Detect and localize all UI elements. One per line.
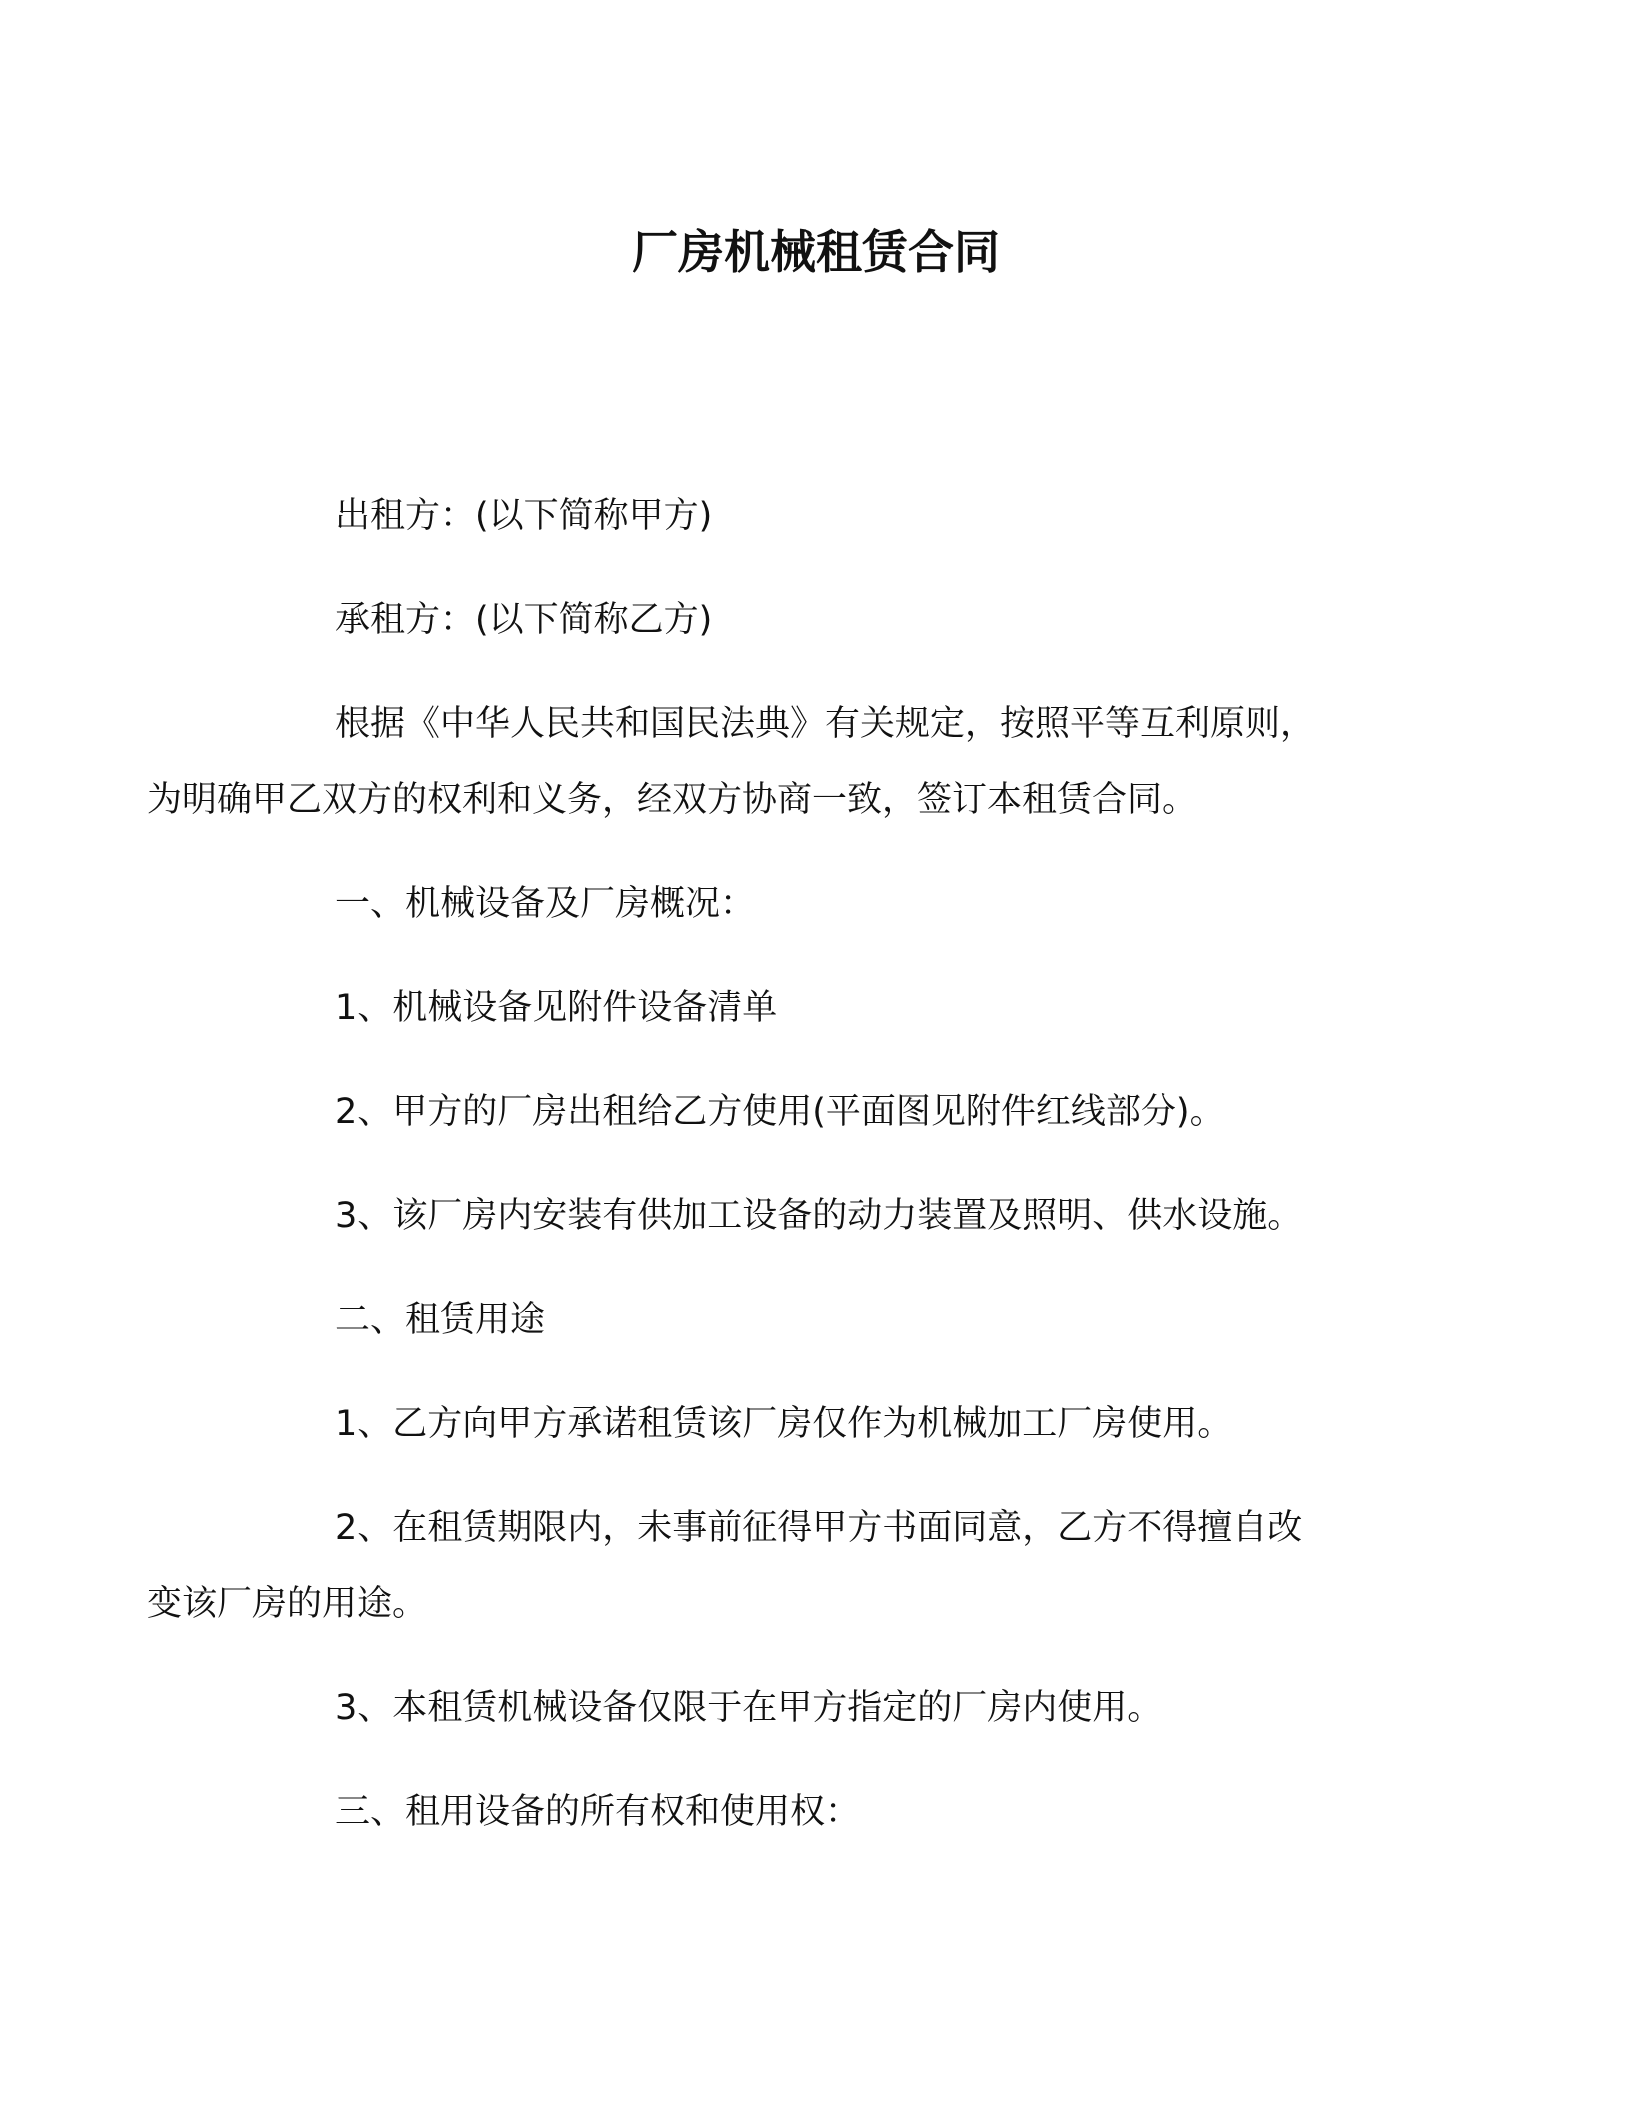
section-heading-2	[241, 1294, 1391, 1346]
clause-1-1	[241, 982, 1391, 1034]
preamble-line-2: 为明确甲乙双方的权利和义务，经双方协商一致，签订本租赁合同。	[147, 780, 1198, 820]
document-title: 厂房机械租赁合同	[632, 225, 1000, 279]
preamble-paragraph	[147, 698, 1391, 826]
lessee-line	[241, 594, 1391, 646]
lessor-line	[241, 490, 1391, 542]
section-heading-3	[241, 1786, 1391, 1838]
section-heading-1-text: 一、机械设备及厂房概况：	[335, 884, 756, 924]
section-heading-2-text: 二、租赁用途	[335, 1300, 546, 1340]
clause-1-2-text: 2、甲方的厂房出租给乙方使用(平面图见附件红线部分)。	[335, 1092, 1225, 1132]
section-heading-1	[241, 878, 1391, 930]
clause-1-3	[241, 1190, 1391, 1242]
lessee-text: 承租方：(以下简称乙方)	[335, 600, 713, 640]
clause-2-2	[147, 1502, 1391, 1630]
clause-1-1-text: 1、机械设备见附件设备清单	[335, 988, 778, 1028]
preamble-line-1: 根据《中华人民共和国民法典》有关规定，按照平等互利原则，	[335, 704, 1316, 744]
clause-2-2-line-2: 变该厂房的用途。	[147, 1584, 428, 1624]
section-heading-3-text: 三、租用设备的所有权和使用权：	[335, 1792, 861, 1832]
clause-2-3-text: 3、本租赁机械设备仅限于在甲方指定的厂房内使用。	[335, 1688, 1163, 1728]
clause-2-1	[241, 1398, 1391, 1450]
clause-2-1-text: 1、乙方向甲方承诺租赁该厂房仅作为机械加工厂房使用。	[335, 1404, 1233, 1444]
clause-2-3	[241, 1682, 1391, 1734]
lessor-text: 出租方：(以下简称甲方)	[335, 496, 713, 536]
clause-1-2	[241, 1086, 1391, 1138]
clause-1-3-text: 3、该厂房内安装有供加工设备的动力装置及照明、供水设施。	[335, 1196, 1303, 1236]
clause-2-2-line-1: 2、在租赁期限内，未事前征得甲方书面同意，乙方不得擅自改	[335, 1508, 1303, 1548]
document-body	[147, 490, 1391, 1838]
